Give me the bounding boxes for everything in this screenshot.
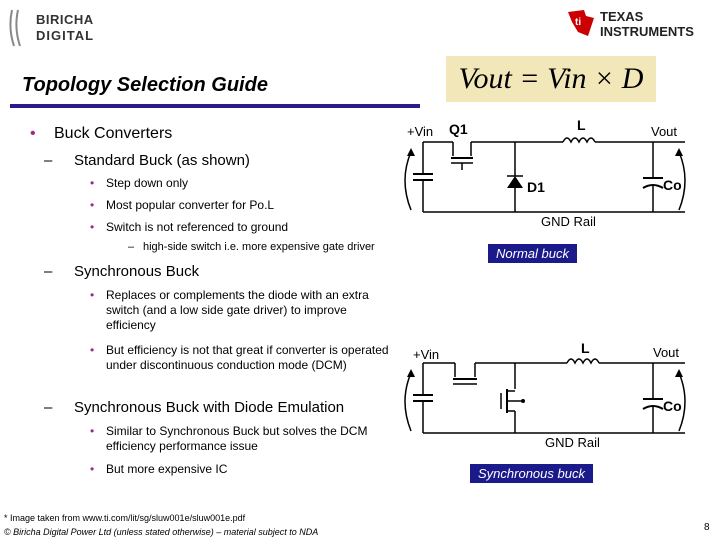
bullet-synchronous-buck: Synchronous Buck — [74, 263, 200, 280]
ti-logo — [566, 4, 716, 44]
dash-icon: – — [44, 152, 53, 169]
bullet-dot-icon: • — [90, 176, 95, 190]
dash-icon: – — [44, 399, 53, 416]
d1-l-label: L — [577, 117, 586, 133]
bullet-buck-converters: Buck Converters — [54, 125, 173, 142]
logo-line-2: DIGITAL — [36, 28, 95, 43]
d2-l-label: L — [581, 340, 590, 356]
sb-item-2: Most popular converter for Po.L — [106, 198, 275, 212]
ti-line-2: INSTRUMENTS — [600, 24, 694, 39]
d2-vin-label: +Vin — [413, 347, 440, 362]
footer-copyright: © Biricha Digital Power Ltd (unless stated otherwise) – material subject to NDA — [4, 527, 319, 537]
footer-image-source: * Image taken from www.ti.com/lit/sg/sluw001e/sluw001e.pdf — [4, 513, 246, 523]
dash-icon: – — [44, 263, 53, 280]
sb-sub-item: high-side switch i.e. more expensive gate driver — [143, 241, 375, 253]
bullet-dot-icon: • — [90, 343, 95, 357]
sde-item-2: But more expensive IC — [106, 462, 228, 476]
d2-vout-label: Vout — [653, 345, 680, 360]
synchronous-buck-schematic — [395, 333, 700, 463]
caption-synchronous-buck: Synchronous buck — [470, 464, 593, 483]
d2-co-label: Co — [663, 398, 682, 414]
bullet-standard-buck: Standard Buck (as shown) — [74, 152, 250, 169]
sync-item-1: Replaces or complements the diode with an extra switch (and a low side gate driver) to improve efficiency — [106, 288, 369, 332]
bullet-dot-icon: • — [90, 220, 95, 234]
d2-gnd-label: GND Rail — [545, 435, 600, 450]
title-rule — [10, 104, 420, 108]
bullet-dot-icon: • — [90, 462, 95, 476]
duty-cycle-formula: Vout = Vin × D — [446, 56, 656, 102]
svg-text:ti: ti — [575, 17, 582, 28]
biricha-mark-icon — [8, 8, 30, 48]
normal-buck-schematic — [395, 112, 700, 252]
bullet-sync-diode-emulation: Synchronous Buck with Diode Emulation — [74, 399, 345, 416]
ti-line-1: TEXAS — [600, 9, 644, 24]
d1-gnd-label: GND Rail — [541, 214, 596, 229]
caption-normal-buck: Normal buck — [488, 244, 577, 263]
d1-q1-label: Q1 — [449, 121, 468, 137]
d1-vin-label: +Vin — [407, 124, 434, 139]
logo-line-1: BIRICHA — [36, 12, 94, 27]
page-title: Topology Selection Guide — [22, 74, 268, 96]
biricha-logo — [8, 6, 118, 50]
d1-co-label: Co — [663, 177, 682, 193]
d1-vout-label: Vout — [651, 124, 678, 139]
sb-item-1: Step down only — [106, 176, 189, 190]
sde-item-1: Similar to Synchronous Buck but solves the DCM efficiency performance issue — [106, 424, 368, 453]
dash-icon: – — [128, 241, 135, 253]
bullet-dot-icon: • — [90, 198, 95, 212]
sb-item-3: Switch is not referenced to ground — [106, 220, 289, 234]
d1-d1-label: D1 — [527, 179, 545, 195]
bullet-dot-icon: • — [90, 424, 95, 438]
bullet-dot-icon: • — [90, 288, 95, 302]
ti-mark-icon — [566, 6, 596, 38]
bullet-dot-icon: • — [30, 125, 36, 142]
page-number: 8 — [704, 522, 710, 533]
sync-item-2: But efficiency is not that great if converter is operated under discontinuous conduction mode (DCM) — [106, 343, 389, 372]
